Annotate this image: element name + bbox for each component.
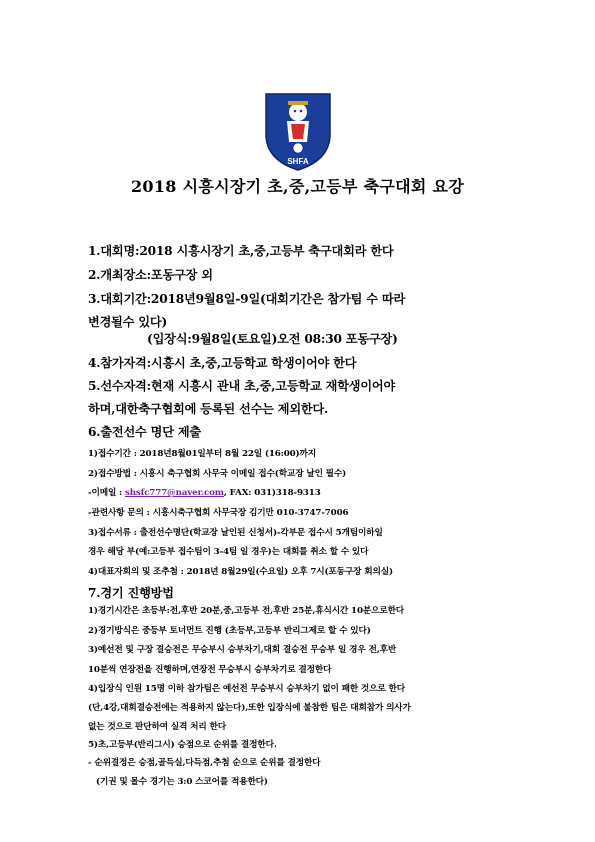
item-4-eligibility: 4.참가자격:시흥시 초,중,고등학교 학생이어야 한다: [88, 356, 357, 370]
roster-meeting-draw: 4)대표자회의 및 조추첨 : 2018년 8월29일(수요일) 오후 7시(포동구장 회의실): [88, 567, 393, 577]
item-1-event-name: 1.대회명:2018 시흥시장기 초,중,고등부 축구대회라 한다: [88, 244, 394, 258]
rule-forfeit-score: (기권 및 몰수 경기는 3:0 스코어를 적용한다): [96, 777, 268, 787]
roster-inquiry: -관련사항 문의 : 시흥시축구협회 사무국장 김기만 010-3747-7006: [88, 508, 349, 518]
logo-text: SHFA: [287, 157, 309, 166]
roster-method: 2)접수방법 : 시흥시 축구협회 사무국 이메일 접수(학교장 날인 필수): [88, 469, 347, 479]
rule-draw-resolution-cont: 10분씩 연장전을 진행하며,연장전 무승부시 승부차기로 결정한다: [88, 665, 332, 675]
roster-contact-email-fax: [88, 486, 321, 498]
rule-ranking-points: 5)초,고등부(반리그시) 승점으로 순위를 결정한다.: [88, 740, 277, 750]
item-3-period: 3.대회기간:2018년9월8일-9일(대회기간은 참가팀 수 따라: [88, 292, 406, 306]
rule-ceremony-penalty-cont: (단,4강,대회결승전에는 적용하지 않는다),또한 입장식에 불참한 팀은 대회참가 의사가: [88, 703, 411, 713]
roster-documents-cont: 경우 해당 부(예:고등부 접수팀이 3-4팀 일 경우)는 대회를 취소 할 수 있다: [88, 547, 369, 557]
email-link[interactable]: shsfc777@naver.com: [125, 488, 224, 498]
rule-match-format: 2)경기방식은 중등부 토너먼트 진행 (초등부,고등부 반리그제로 할 수 있다): [88, 626, 371, 636]
rule-draw-resolution: 3)예선전 및 구장 결승전은 무승부시 승부차기,대회 결승전 무승부 일 경우 전,후반: [88, 645, 397, 655]
roster-period: 1)접수기간 : 2018년8월01일부터 8월 22일 (16:00)까지: [88, 449, 316, 459]
item-5-player-qualification: 5.선수자격:현재 시흥시 관내 초,중,고등학교 재학생이어야: [88, 379, 396, 393]
item-6-roster-heading: 6.출전선수 명단 제출: [88, 425, 201, 439]
document-title: 2018 시흥시장기 초,중,고등부 축구대회 요강: [130, 177, 465, 196]
rule-disqualification: 없는 것으로 판단하여 실격 처리 한다: [88, 722, 227, 732]
item-3-period-cont: 변경될수 있다): [88, 315, 168, 329]
rule-match-time: 1)경기시간은 초등부:전,후반 20분,중,고등부 전,후반 25분,휴식시간 10분으로한다: [88, 606, 405, 616]
item-5-player-qualification-cont: 하며,대한축구협회에 등록된 선수는 제외한다.: [88, 402, 329, 416]
item-7-procedure-heading: 7.경기 진행방법: [88, 586, 174, 600]
item-2-venue: 2.개최장소:포동구장 외: [88, 268, 213, 282]
email-label: -이메일 :: [88, 488, 125, 498]
roster-documents: 3)접수서류 : 출전선수명단(학교장 날인된 신청서)-각부문 접수시 5개팀이하일: [88, 528, 383, 538]
shfa-emblem-logo: [262, 90, 334, 172]
rule-ceremony-penalty: 4)입장식 인원 15명 이하 참가팀은 예선전 무승부시 승부차기 없이 패한 것으로 한다: [88, 684, 406, 694]
item-3-opening-ceremony: (입장식:9월8일(토요일)오전 08:30 포동구장): [147, 332, 398, 346]
rule-ranking-order: - 순위결정은 승점,골득실,다득점,추첨 순으로 순위를 결정한다: [88, 758, 321, 768]
fax-text: , FAX: 031)318-9313: [223, 488, 321, 498]
